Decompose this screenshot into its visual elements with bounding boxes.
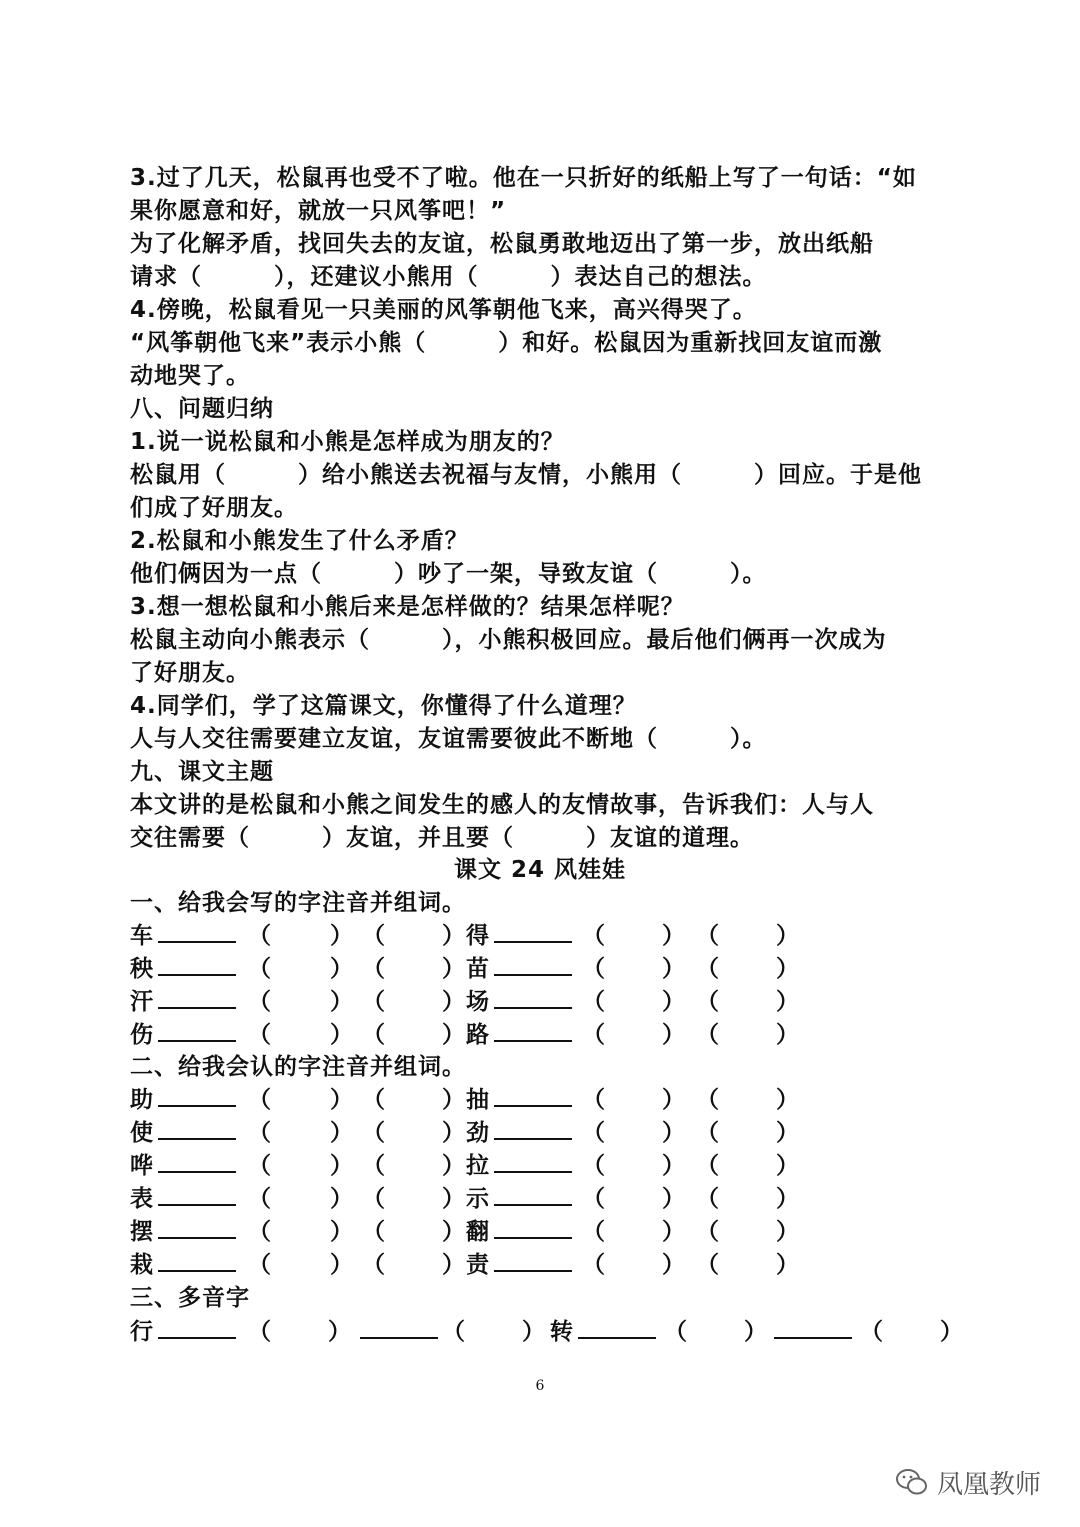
paren-close: ） — [442, 1022, 465, 1048]
blank-line — [156, 1117, 236, 1149]
vocab-char: 表 — [130, 1186, 153, 1212]
paren-close: ） — [744, 1319, 767, 1345]
paren-close: ） — [662, 1252, 685, 1278]
paren-close: ） — [776, 956, 799, 982]
paren-open: （ — [248, 923, 271, 949]
vocab-char: 路 — [466, 1022, 489, 1048]
vocab-char: 伤 — [130, 1022, 153, 1048]
paren-open: （ — [664, 1319, 687, 1345]
paren-open: （ — [582, 1120, 605, 1146]
paren-open: （ — [696, 1219, 719, 1245]
paren-close: ） — [662, 1022, 685, 1048]
paren-close: ） — [442, 1219, 465, 1245]
paren-close: ） — [330, 923, 353, 949]
paren-open: （ — [696, 1252, 719, 1278]
section-2-heading: 二、给我会认的字注音并组词。 — [130, 1054, 466, 1080]
paren-close: ） — [442, 1153, 465, 1179]
vocab-char: 助 — [130, 1087, 153, 1113]
paren-close: ） — [776, 1120, 799, 1146]
paren-open: （ — [248, 989, 271, 1015]
text-line: 人与人交往需要建立友谊，友谊需要彼此不断地（ ）。 — [130, 726, 767, 752]
watermark-text: 凤凰教师 — [937, 1469, 1042, 1500]
paren-close: ） — [776, 1022, 799, 1048]
text-line: 请求（ ），还建议小熊用（ ）表达自己的想法。 — [130, 264, 767, 290]
section-3-heading: 三、多音字 — [130, 1285, 250, 1311]
paren-open: （ — [362, 956, 385, 982]
text-line: 为了化解矛盾，找回失去的友谊，松鼠勇敢地迈出了第一步，放出纸船 — [130, 231, 874, 257]
paren-close: ） — [776, 1186, 799, 1212]
paren-close: ） — [662, 1219, 685, 1245]
vocab-char: 哗 — [130, 1153, 153, 1179]
paren-close: ） — [330, 1120, 353, 1146]
paren-close: ） — [442, 1120, 465, 1146]
text-line: 松鼠主动向小熊表示（ ），小熊积极回应。最后他们俩再一次成为 — [130, 627, 887, 653]
text-line: “风筝朝他飞来”表示小熊（ ）和好。松鼠因为重新找回友谊而激 — [130, 330, 883, 356]
vocab-char: 汗 — [130, 989, 153, 1015]
paren-close: ） — [662, 989, 685, 1015]
text-line: 1.说一说松鼠和小熊是怎样成为朋友的？ — [130, 429, 565, 455]
polyphone-char: 转 — [550, 1319, 573, 1345]
paren-open: （ — [860, 1319, 883, 1345]
blank-line — [156, 1216, 236, 1248]
paren-open: （ — [248, 1153, 271, 1179]
paren-open: （ — [582, 1087, 605, 1113]
text-line: 3.过了几天，松鼠再也受不了啦。他在一只折好的纸船上写了一句话：“如 — [130, 165, 917, 191]
paren-close: ） — [330, 1022, 353, 1048]
blank-line — [492, 1249, 572, 1281]
paren-close: ） — [940, 1319, 963, 1345]
paren-open: （ — [362, 1153, 385, 1179]
blank-line — [156, 1249, 236, 1281]
paren-open: （ — [362, 1120, 385, 1146]
blank-line — [492, 1150, 572, 1182]
lesson-title: 课文 24 风娃娃 — [453, 857, 627, 883]
blank-line — [492, 1084, 572, 1116]
vocab-char: 翻 — [466, 1219, 489, 1245]
section-1-heading: 一、给我会写的字注音并组词。 — [130, 890, 466, 916]
paren-open: （ — [248, 1252, 271, 1278]
text-line: 九、课文主题 — [130, 759, 274, 785]
paren-open: （ — [442, 1319, 465, 1345]
blank-line — [492, 986, 572, 1018]
blank-line — [492, 920, 572, 952]
vocab-char: 拉 — [466, 1153, 489, 1179]
vocab-char: 场 — [466, 989, 489, 1015]
paren-close: ） — [442, 1186, 465, 1212]
paren-open: （ — [248, 1219, 271, 1245]
paren-close: ） — [662, 1186, 685, 1212]
blank-line — [492, 1216, 572, 1248]
paren-open: （ — [362, 989, 385, 1015]
paren-close: ） — [442, 956, 465, 982]
blank-line — [156, 953, 236, 985]
paren-open: （ — [582, 1219, 605, 1245]
paren-close: ） — [442, 1087, 465, 1113]
paren-close: ） — [330, 1252, 353, 1278]
vocab-char: 责 — [466, 1252, 489, 1278]
vocab-char: 使 — [130, 1120, 153, 1146]
paren-close: ） — [776, 1087, 799, 1113]
paren-close: ） — [442, 989, 465, 1015]
paren-open: （ — [362, 923, 385, 949]
text-line: 2.松鼠和小熊发生了什么矛盾？ — [130, 528, 469, 554]
paren-open: （ — [696, 1120, 719, 1146]
paren-open: （ — [362, 1252, 385, 1278]
blank-line — [156, 986, 236, 1018]
paren-open: （ — [696, 1087, 719, 1113]
vocab-char: 示 — [466, 1186, 489, 1212]
vocab-char: 劲 — [466, 1120, 489, 1146]
paren-close: ） — [442, 923, 465, 949]
paren-open: （ — [696, 989, 719, 1015]
vocab-char: 栽 — [130, 1252, 153, 1278]
text-line: 他们俩因为一点（ ）吵了一架，导致友谊（ ）。 — [130, 561, 767, 587]
vocab-char: 抽 — [466, 1087, 489, 1113]
text-line: 3.想一想松鼠和小熊后来是怎样做的？结果怎样呢？ — [130, 594, 685, 620]
paren-close: ） — [662, 1153, 685, 1179]
paren-open: （ — [362, 1022, 385, 1048]
paren-close: ） — [662, 923, 685, 949]
paren-open: （ — [696, 923, 719, 949]
text-line: 4.同学们，学了这篇课文，你懂得了什么道理？ — [130, 693, 637, 719]
paren-open: （ — [248, 1186, 271, 1212]
text-line: 4.傍晚，松鼠看见一只美丽的风筝朝他飞来，高兴得哭了。 — [130, 297, 757, 323]
paren-close: ） — [330, 1186, 353, 1212]
text-line: 了好朋友。 — [130, 660, 250, 686]
paren-close: ） — [330, 989, 353, 1015]
vocab-char: 得 — [466, 923, 489, 949]
paren-close: ） — [776, 1219, 799, 1245]
paren-open: （ — [582, 923, 605, 949]
paren-open: （ — [696, 1153, 719, 1179]
paren-open: （ — [696, 956, 719, 982]
paren-close: ） — [776, 1153, 799, 1179]
paren-close: ） — [776, 989, 799, 1015]
paren-open: （ — [362, 1219, 385, 1245]
text-line: 们成了好朋友。 — [130, 495, 298, 521]
text-line: 果你愿意和好，就放一只风筝吧！” — [130, 198, 507, 224]
paren-close: ） — [330, 956, 353, 982]
paren-open: （ — [248, 1120, 271, 1146]
text-line: 本文讲的是松鼠和小熊之间发生的感人的友情故事，告诉我们：人与人 — [130, 792, 874, 818]
blank-line — [492, 953, 572, 985]
paren-open: （ — [248, 1319, 271, 1345]
paren-open: （ — [248, 956, 271, 982]
blank-line — [492, 1117, 572, 1149]
blank-line — [156, 1084, 236, 1116]
paren-open: （ — [582, 989, 605, 1015]
text-line: 动地哭了。 — [130, 363, 250, 389]
paren-open: （ — [248, 1022, 271, 1048]
blank-line — [358, 1316, 438, 1348]
paren-close: ） — [662, 956, 685, 982]
paren-close: ） — [776, 923, 799, 949]
blank-line — [156, 1316, 236, 1348]
paren-close: ） — [776, 1252, 799, 1278]
blank-line — [156, 920, 236, 952]
vocab-char: 摆 — [130, 1219, 153, 1245]
paren-close: ） — [522, 1319, 545, 1345]
paren-close: ） — [662, 1120, 685, 1146]
blank-line — [156, 1150, 236, 1182]
blank-line — [492, 1019, 572, 1051]
paren-open: （ — [582, 1153, 605, 1179]
vocab-char: 秧 — [130, 956, 153, 982]
paren-open: （ — [582, 1186, 605, 1212]
text-line: 松鼠用（ ）给小熊送去祝福与友情，小熊用（ ）回应。于是他 — [130, 462, 922, 488]
blank-line — [576, 1316, 656, 1348]
text-line: 交往需要（ ）友谊，并且要（ ）友谊的道理。 — [130, 825, 754, 851]
paren-close: ） — [330, 1153, 353, 1179]
watermark — [895, 1462, 1041, 1502]
paren-close: ） — [442, 1252, 465, 1278]
paren-open: （ — [362, 1186, 385, 1212]
polyphone-char: 行 — [130, 1319, 153, 1345]
blank-line — [156, 1183, 236, 1215]
vocab-char: 车 — [130, 923, 153, 949]
paren-close: ） — [328, 1319, 351, 1345]
blank-line — [772, 1316, 852, 1348]
paren-open: （ — [248, 1087, 271, 1113]
paren-open: （ — [696, 1022, 719, 1048]
paren-close: ） — [662, 1087, 685, 1113]
paren-open: （ — [362, 1087, 385, 1113]
paren-open: （ — [582, 1022, 605, 1048]
text-line: 八、问题归纳 — [130, 396, 274, 422]
paren-close: ） — [330, 1087, 353, 1113]
blank-line — [492, 1183, 572, 1215]
paren-close: ） — [330, 1219, 353, 1245]
page-number: 6 — [535, 1378, 545, 1394]
blank-line — [156, 1019, 236, 1051]
paren-open: （ — [582, 1252, 605, 1278]
paren-open: （ — [582, 956, 605, 982]
paren-open: （ — [696, 1186, 719, 1212]
vocab-char: 苗 — [466, 956, 489, 982]
wechat-icon — [895, 1467, 929, 1497]
